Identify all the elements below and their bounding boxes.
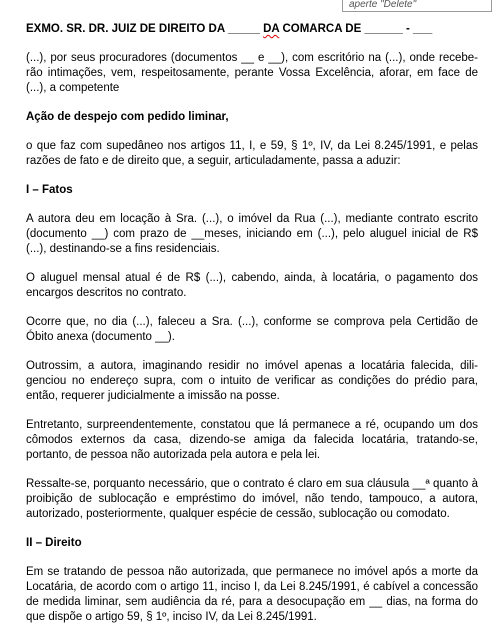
action-title: Ação de despejo com pedido liminar,: [26, 111, 229, 123]
paragraph-fatos-2: O aluguel mensal atual é de R$ (...), cabendo, ainda, à locatária, o pagamento dos encargos descritos no contrato.: [26, 272, 478, 299]
paragraph-fatos-5: Entretanto, surpreendentemente, constatou que lá permanece a ré, ocupando um dos cômodos externos da casa, dizendo-se amiga da falecida locatária, tratando-se, portanto, de pessoa não autorizada pela autora e pela lei.: [26, 419, 478, 461]
paragraph-fatos-6: Ressalte-se, porquanto necessário, que o contrato é claro em sua cláusula __ª quanto à proibição de sublocação e empréstimo do imóvel, não tendo, tampouco, a autora, autorizado, posteriormente, qualquer espécie de cessão, sublocação ou comodato.: [26, 478, 478, 520]
header-text: EXMO. SR. DR. JUIZ DE DIREITO DA _____: [26, 23, 264, 35]
paragraph-intro: (...), por seus procuradores (documentos __ e __), com escritório na (...), onde receberão intimações, vem, respeitosamente, perante Vossa Excelência, aforar, em face de (...), a competente: [26, 52, 478, 94]
document-body: [26, 22, 478, 639]
header-spellcheck-word: DA: [263, 23, 280, 35]
paragraph-fatos-3: Ocorre que, no dia (...), faleceu a Sra. (...), conforme se comprova pela Certidão de Óbito anexa (documento __).: [26, 316, 478, 343]
paragraph-basis: o que faz com supedâneo nos artigos 11, I, e 59, § 1º, IV, da Lei 8.245/1991, e pelas razões de fato e de direito que, a seguir, articuladamente, passa a aduzir:: [26, 140, 478, 167]
paragraph-fatos-4: Outrossim, a autora, imaginando residir no imóvel apenas a locatária falecida, diligenciou no endereço supra, com o intuito de verificar as condições do prédio para, então, requerer judicialmente a imissão na posse.: [26, 360, 478, 402]
paragraph-fatos-1: A autora deu em locação à Sra. (...), o imóvel da Rua (...), mediante contrato escrito (documento __) com prazo de __meses, iniciando em (...), pelo aluguel inicial de R$ (...), destinando-se a fins residenciais.: [26, 213, 478, 255]
section-heading-direito: II – Direito: [26, 537, 82, 549]
section-heading-fatos: I – Fatos: [26, 184, 73, 196]
paragraph-direito-1: Em se tratando de pessoa não autorizada, que permanece no imóvel após a morte da Locatária, de acordo com o artigo 11, inciso I, da Lei 8.245/1991, é cabível a concessão de medida liminar, sem audiência da ré, para a desocupação em __ dias, na forma do que dispõe o artigo 59, § 1º, inciso IV, da Lei 8.245/1991.: [26, 566, 478, 623]
document-header: [26, 22, 478, 37]
delete-hint-tooltip: aperte "Delete": [342, 0, 492, 12]
header-text-end: COMARCA DE ______ - ___: [279, 23, 433, 35]
